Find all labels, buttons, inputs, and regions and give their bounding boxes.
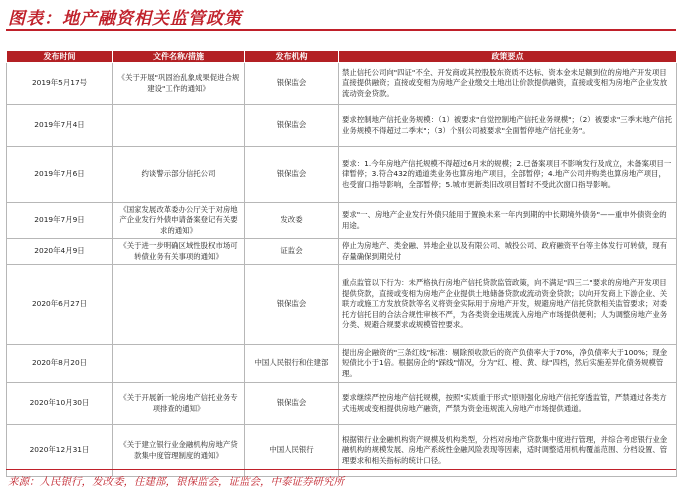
- cell-date: 2019年7月6日: [7, 147, 113, 203]
- cell-date: 2019年5月17号: [7, 63, 113, 105]
- cell-date: 2020年8月20日: [7, 345, 113, 383]
- cell-key-points: 要求"一、房地产企业发行外债只能用于置换未来一年内到期的中长期境外债务"——重申外债资金的用途。: [339, 203, 677, 239]
- header-document: 文件名称/措施: [113, 51, 245, 63]
- cell-agency: 中国人民银行和住建部: [245, 345, 339, 383]
- cell-agency: 银保监会: [245, 265, 339, 345]
- cell-document: 《关于开展"巩固治乱象成果促进合规建设"工作的通知》: [113, 63, 245, 105]
- cell-key-points: 要求：1.今年房地产信托规模不得超过6月末的规模；2.已备案项目不影响发行及成立，未备案项目一律暂停；3.符合432的通道类业务也算房地产项目，全部暂停；4.地产公司并购类也算房地产项目，也受窗口指导影响，全部暂停；5.城市更新类旧改项目暂时不受此次窗口指导影响。: [339, 147, 677, 203]
- table-row: [7, 63, 677, 105]
- cell-key-points: 要求控制地产信托业务规模：（1）被要求"自觉控制地产信托业务规模"；（2）被要求"三季末地产信托业务规模不得超过二季末"；（3）个别公司被要求"全面暂停地产信托业务"。: [339, 105, 677, 147]
- chart-title: 图表：地产融资相关监管政策: [8, 9, 242, 29]
- policy-table: [6, 50, 677, 477]
- cell-agency: 证监会: [245, 239, 339, 265]
- cell-document: [113, 345, 245, 383]
- cell-document: 《关于开展新一轮房地产信托业务专项排查的通知》: [113, 383, 245, 425]
- header-key-points: 政策要点: [339, 51, 677, 63]
- cell-document: 《关于进一步明确区域性股权市场可转债业务有关事项的通知》: [113, 239, 245, 265]
- title-rule: [6, 29, 676, 31]
- cell-agency: 中国人民银行: [245, 425, 339, 477]
- cell-document: 《关于建立银行业金融机构房地产贷款集中度管理制度的通知》: [113, 425, 245, 477]
- cell-key-points: 要求继续严控房地产信托规模，按照"实质重于形式"原则强化房地产信托穿透监管，严禁通过各类方式违规或变相提供房地产融资，严禁为资金违规流入房地产市场提供通道。: [339, 383, 677, 425]
- cell-agency: 银保监会: [245, 383, 339, 425]
- table-row: [7, 203, 677, 239]
- table-row: [7, 239, 677, 265]
- cell-date: 2019年7月4日: [7, 105, 113, 147]
- cell-agency: 银保监会: [245, 147, 339, 203]
- cell-document: [113, 105, 245, 147]
- cell-date: 2020年12月31日: [7, 425, 113, 477]
- cell-key-points: 根据银行业金融机构资产规模及机构类型，分档对房地产贷款集中度进行管理，并综合考虑银行业金融机构的规模发展、房地产系统性金融风险表现等因素，适时调整适用机构覆盖范围、分档设置、管理要求和相关指标的统计口径。: [339, 425, 677, 477]
- cell-agency: 银保监会: [245, 105, 339, 147]
- table-row: [7, 345, 677, 383]
- table-row: [7, 383, 677, 425]
- header-date: 发布时间: [7, 51, 113, 63]
- title-bar: [6, 2, 676, 32]
- cell-document: [113, 265, 245, 345]
- cell-agency: 发改委: [245, 203, 339, 239]
- cell-document: 《国家发展改革委办公厅关于对房地产企业发行外债申请备案登记有关要求的通知》: [113, 203, 245, 239]
- cell-date: 2020年10月30日: [7, 383, 113, 425]
- cell-key-points: 提出房企融资的"三条红线"标准：剔除预收款后的资产负债率大于70%，净负债率大于100%；现金短债比小于1倍。根据房企的"踩线"情况，分为"红、橙、黄、绿"四档，然后实施差异化债务规模管理。: [339, 345, 677, 383]
- cell-date: 2020年6月27日: [7, 265, 113, 345]
- cell-key-points: 重点监管以下行为：未严格执行房地产信托贷款监管政策，向不满足"四三二"要求的房地产开发项目提供贷款，直接或变相为房地产企业提供土地储备贷款或流动资金贷款；以向开发商上下游企业、关联方或施工方发放贷款等名义将资金实际用于房地产开发，规避房地产信托贷款相关监管要求；对委托方信托目的合法合规性审核不严，为各类资金违规流入房地产市场提供便利；人为调整房地产业务分类、规避合规要求或规模管控要求。: [339, 265, 677, 345]
- table-row: [7, 147, 677, 203]
- table-row: [7, 105, 677, 147]
- table-row: [7, 265, 677, 345]
- footer-rule: [6, 469, 676, 470]
- table-body: [7, 63, 677, 477]
- cell-key-points: 禁止信托公司向"四证"不全、开发商或其控股股东资质不达标、资本金未足额到位的房地产开发项目直接提供融资；直接或变相为房地产企业缴交土地出让价款提供融资，直接或变相为房地产企业发放流动资金贷款。: [339, 63, 677, 105]
- cell-date: 2020年4月9日: [7, 239, 113, 265]
- cell-key-points: 停止为房地产、类金融、异地企业以及有限公司、城投公司、政府融资平台等主体发行可转债，现有存量确保到期兑付: [339, 239, 677, 265]
- header-agency: 发布机构: [245, 51, 339, 63]
- cell-agency: 银保监会: [245, 63, 339, 105]
- table-header-row: [7, 51, 677, 63]
- cell-document: 约谈警示部分信托公司: [113, 147, 245, 203]
- source-note: 来源：人民银行，发改委，住建部，银保监会，证监会，中泰证券研究所: [8, 476, 344, 488]
- cell-date: 2019年7月9日: [7, 203, 113, 239]
